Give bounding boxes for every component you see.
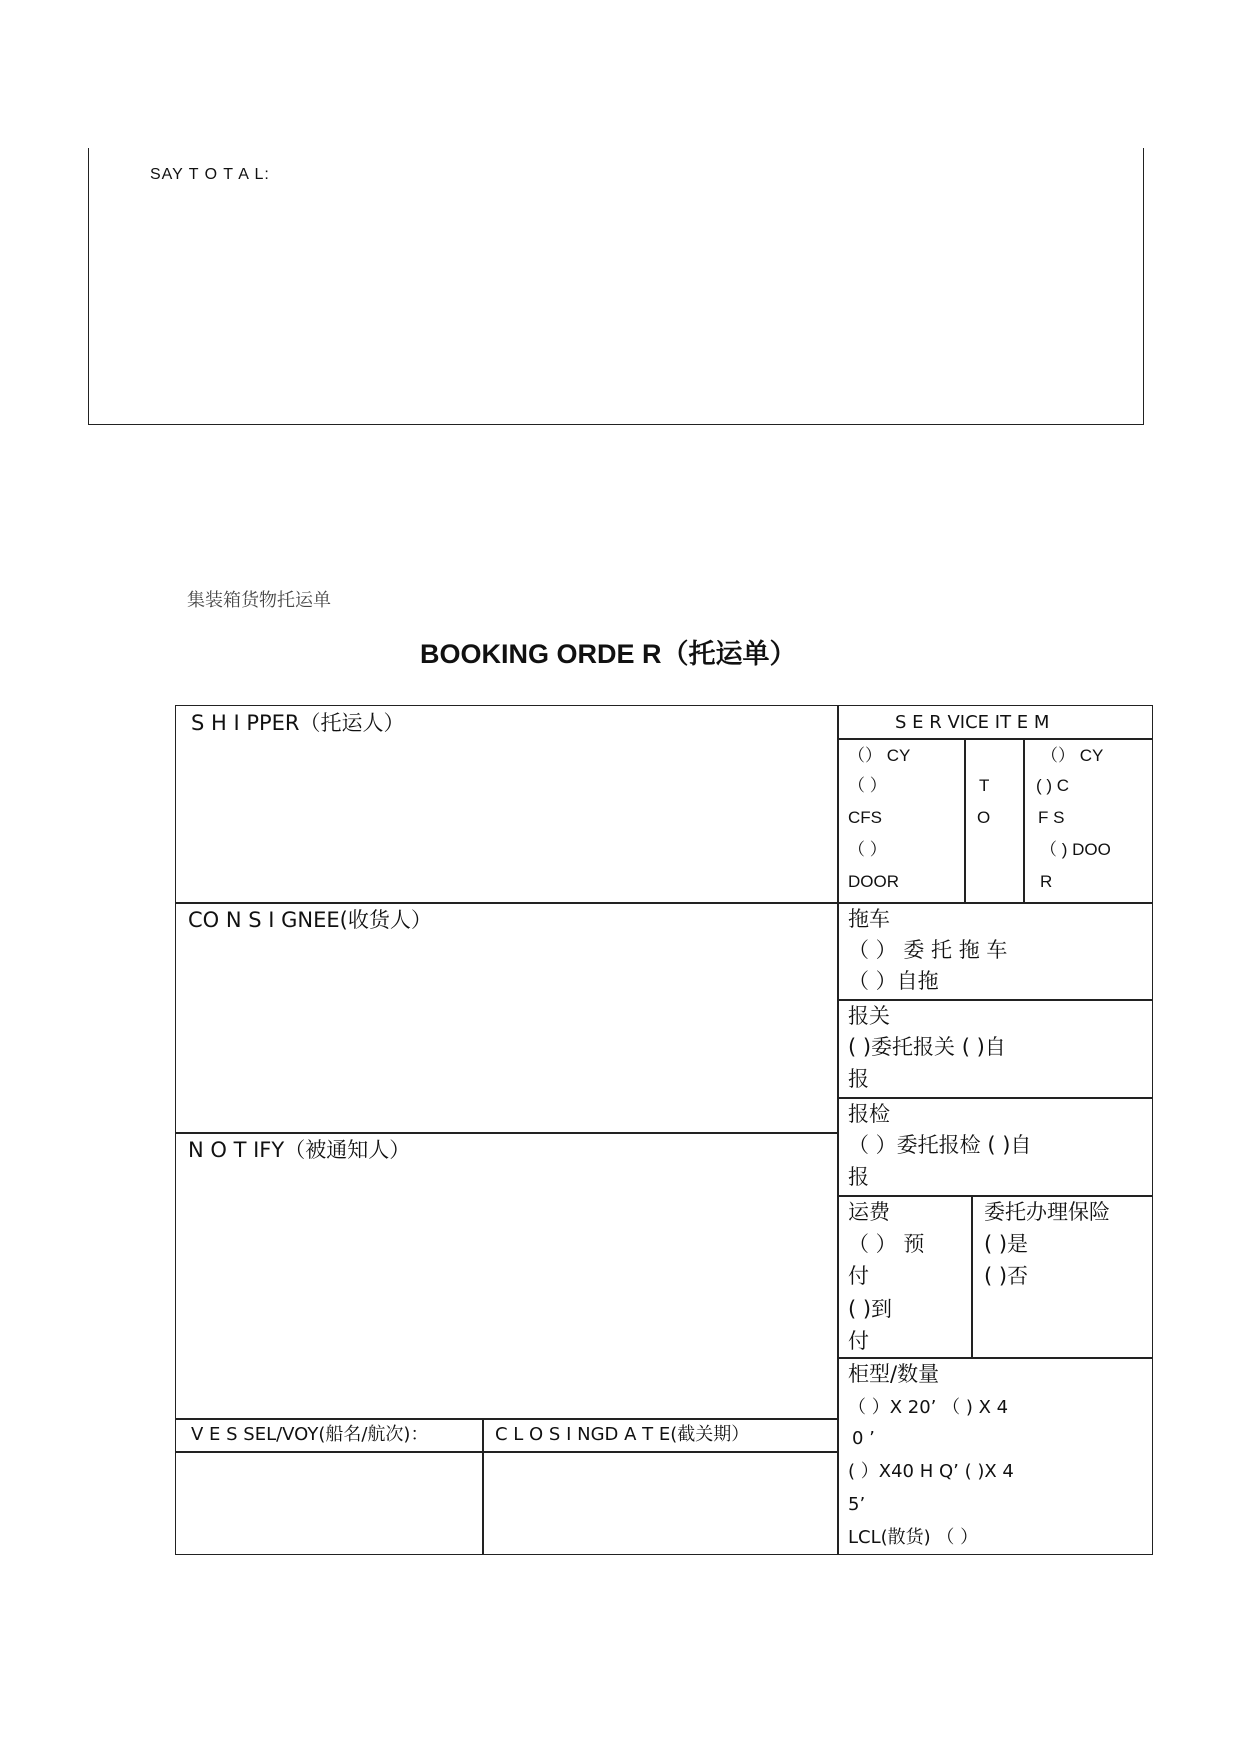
service-right-line: F S: [1038, 808, 1065, 827]
container-line: （ ）X 20’ （ ) X 4: [848, 1397, 1009, 1418]
service-left-line: （ ）: [848, 776, 887, 795]
consignee-label: CO N S I GNEE(收货人）: [188, 908, 432, 932]
service-left-line: （ ）: [848, 840, 887, 859]
service-header-divider: [837, 738, 1153, 740]
container-line: 5’: [848, 1494, 866, 1515]
trucking-line: （ ）自拖: [848, 969, 939, 993]
say-total-label: SAY T O T A L:: [150, 166, 270, 183]
insurance-line: ( )否: [984, 1264, 1029, 1288]
notify-divider: [175, 1418, 837, 1420]
freight-insurance-divider: [971, 1195, 973, 1357]
service-to-line: T: [979, 776, 990, 795]
trucking-bottom-divider: [837, 999, 1153, 1001]
consignee-divider: [175, 1132, 837, 1134]
freight-bottom-divider: [837, 1357, 1153, 1359]
document-subtitle: 集装箱货物托运单: [187, 590, 331, 611]
insurance-title: 委托办理保险: [984, 1200, 1110, 1224]
inspection-title: 报检: [848, 1102, 890, 1126]
customs-line: ( )委托报关 ( )自: [848, 1035, 1006, 1059]
inspection-line: 报: [848, 1165, 869, 1189]
container-line: LCL(散货) （ ）: [848, 1527, 979, 1548]
notify-label: N O T IFY（被通知人）: [188, 1138, 411, 1162]
vessel-label: V E S SEL/VOY(船名/航次)：: [191, 1424, 429, 1445]
service-to-right-divider: [1023, 738, 1025, 902]
column-divider: [837, 705, 839, 1555]
container-line: ( ）X40 H Q’ ( )X 4: [848, 1461, 1014, 1482]
freight-line: 付: [848, 1329, 869, 1353]
trucking-line: （ ） 委 托 拖 车: [848, 938, 1008, 962]
service-bottom-divider: [837, 902, 1153, 904]
shipper-divider: [175, 902, 837, 904]
closing-date-label: C L O S I NGD A T E(截关期）: [495, 1424, 750, 1445]
service-to-left-divider: [964, 738, 966, 902]
customs-bottom-divider: [837, 1097, 1153, 1099]
service-right-line: （） CY: [1041, 746, 1104, 765]
vessel-header-divider: [175, 1451, 837, 1453]
vessel-closing-divider: [482, 1418, 484, 1555]
service-left-line: DOOR: [848, 872, 899, 891]
service-right-line: （ ) DOO: [1040, 840, 1111, 859]
document-title: BOOKING ORDE R（托运单）: [420, 639, 797, 669]
service-left-line: CFS: [848, 808, 882, 827]
customs-title: 报关: [848, 1004, 890, 1028]
say-total-box: [88, 148, 1144, 425]
freight-line: 付: [848, 1264, 869, 1288]
inspection-bottom-divider: [837, 1195, 1153, 1197]
service-left-line: （） CY: [848, 746, 911, 765]
shipper-label: S H I PPER（托运人）: [191, 711, 405, 735]
freight-line: ( )到: [848, 1297, 893, 1321]
service-right-line: R: [1040, 872, 1053, 891]
trucking-title: 拖车: [848, 907, 890, 931]
service-right-line: ( ) C: [1036, 776, 1070, 795]
container-title: 柜型/数量: [848, 1362, 940, 1386]
insurance-line: ( )是: [984, 1232, 1029, 1256]
freight-title: 运费: [848, 1200, 890, 1224]
customs-line: 报: [848, 1067, 869, 1091]
service-item-header: S E R VICE IT E M: [895, 712, 1050, 733]
inspection-line: （ ）委托报检 ( )自: [848, 1133, 1032, 1157]
freight-line: （ ） 预: [848, 1232, 925, 1256]
container-line: 0 ’: [852, 1428, 875, 1449]
service-to-line: O: [977, 808, 991, 827]
